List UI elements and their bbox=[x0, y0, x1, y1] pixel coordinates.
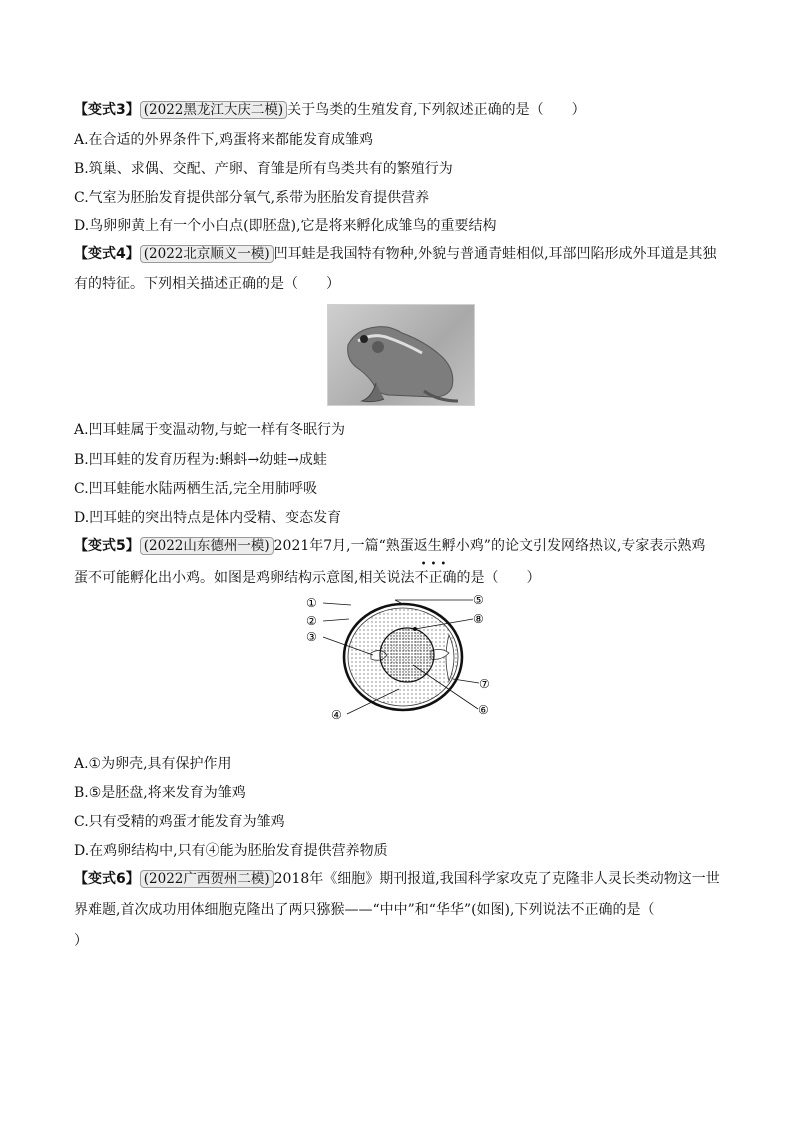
q4-option-b: B.凹耳蛙的发育历程为:蝌蚪→幼蛙→成蛙 bbox=[74, 452, 327, 468]
q3-stem: 关于鸟类的生殖发育,下列叙述正确的是（ ） bbox=[287, 102, 586, 118]
frog-photo bbox=[327, 304, 475, 406]
q4-option-a: A.凹耳蛙属于变温动物,与蛇一样有冬眠行为 bbox=[74, 422, 346, 438]
egg-label-2: ② bbox=[306, 614, 317, 628]
q3-stem-line bbox=[74, 101, 586, 119]
q5-emphasis bbox=[414, 559, 457, 587]
q3-option-c: C.气室为胚胎发育提供部分氧气,系带为胚胎发育提供营养 bbox=[74, 190, 430, 206]
q3-option-b: B.筑巢、求偶、交配、产卵、育雏是所有鸟类共有的繁殖行为 bbox=[74, 161, 453, 177]
egg-structure-diagram bbox=[303, 593, 508, 721]
q4-stem-line-1 bbox=[74, 245, 717, 263]
q6-stem-line-1 bbox=[74, 870, 720, 888]
q4-option-c: C.凹耳蛙能水陆两栖生活,完全用肺呼吸 bbox=[74, 481, 318, 497]
q4-stem-line-2: 有的特征。下列相关描述正确的是（ ） bbox=[74, 276, 340, 292]
egg-label-7: ⑦ bbox=[479, 677, 490, 691]
q4-tag: 【变式4】 bbox=[74, 246, 140, 262]
frog-illustration bbox=[328, 305, 474, 405]
q3-option-a: A.在合适的外界条件下,鸡蛋将来都能发育成雏鸡 bbox=[74, 132, 374, 148]
egg-label-1: ① bbox=[306, 596, 317, 610]
emphasis-dots: ••• bbox=[420, 559, 451, 570]
q5-stem-line-1 bbox=[74, 537, 705, 555]
q3-option-d: D.鸟卵卵黄上有一个小白点(即胚盘),它是将来孵化成雏鸟的重要结构 bbox=[74, 218, 497, 234]
q6-tag: 【变式6】 bbox=[74, 871, 140, 887]
q5-option-c: C.只有受精的鸡蛋才能发育为雏鸡 bbox=[74, 814, 285, 830]
q5-option-a: A.①为卵壳,具有保护作用 bbox=[74, 756, 232, 772]
q5-stem-2a: 蛋不可能孵化出小鸡。如图是鸡卵结构示意图,相关说法 bbox=[74, 570, 415, 586]
q6-stem-line-2: 界难题,首次成功用体细胞克隆出了两只猕猴——“中中”和“华华”(如图),下列说法不正确的是（ bbox=[74, 902, 655, 918]
q6-source-badge: (2022广西贺州二模) bbox=[140, 870, 274, 888]
q5-option-d: D.在鸡卵结构中,只有④能为胚胎发育提供营养物质 bbox=[74, 843, 388, 859]
q6-stem-1: 2018年《细胞》期刊报道,我国科学家攻克了克隆非人灵长类动物这一世 bbox=[273, 871, 720, 887]
egg-diagram-svg bbox=[303, 593, 508, 721]
egg-label-3: ③ bbox=[306, 630, 317, 644]
q3-source-badge: (2022黑龙江大庆二模) bbox=[140, 101, 287, 119]
q5-stem-emphasis: 不正确 bbox=[414, 570, 457, 586]
egg-label-8: ⑧ bbox=[473, 612, 484, 626]
q5-stem-1: 2021年7月,一篇“熟蛋返生孵小鸡”的论文引发网络热议,专家表示熟鸡 bbox=[273, 538, 706, 554]
q6-stem-line-3: ） bbox=[74, 933, 88, 949]
q3-tag: 【变式3】 bbox=[74, 102, 140, 118]
q5-source-badge: (2022山东德州一模) bbox=[140, 537, 274, 555]
egg-label-4: ④ bbox=[331, 708, 342, 721]
q5-stem-line-2 bbox=[74, 559, 541, 587]
q5-option-b: B.⑤是胚盘,将来发育为雏鸡 bbox=[74, 785, 246, 801]
q5-stem-2b: 的是（ ） bbox=[456, 570, 541, 586]
q4-option-d: D.凹耳蛙的突出特点是体内受精、变态发育 bbox=[74, 510, 342, 526]
q4-source-badge: (2022北京顺义一模) bbox=[140, 245, 274, 263]
q4-stem-1: 凹耳蛙是我国特有物种,外貌与普通青蛙相似,耳部凹陷形成外耳道是其独 bbox=[273, 246, 717, 262]
egg-label-6: ⑥ bbox=[478, 703, 489, 717]
egg-label-5: ⑤ bbox=[473, 593, 484, 607]
q5-tag: 【变式5】 bbox=[74, 538, 140, 554]
